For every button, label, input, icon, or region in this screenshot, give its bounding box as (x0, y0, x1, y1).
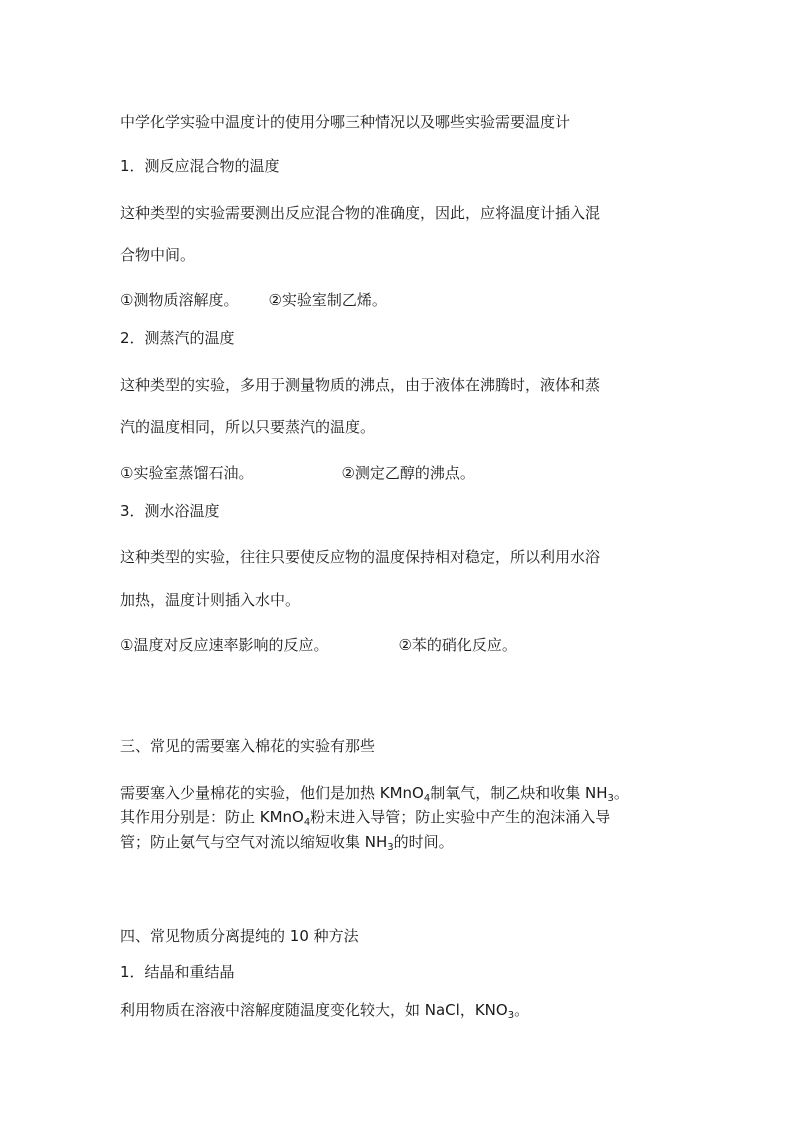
section-3-examples (120, 635, 517, 655)
section-3-example-1: ①温度对反应速率影响的反应。 (120, 636, 329, 654)
section-2-paragraph-line-2: 汽的温度相同，所以只要蒸汽的温度。 (120, 418, 376, 436)
section-3-heading: 3．测水浴温度 (120, 502, 220, 520)
section-3-paragraph-line-2: 加热，温度计则插入水中。 (120, 591, 301, 609)
section-2-example-1: ①实验室蒸馏石油。 (120, 464, 254, 482)
section-3-example-2: ②苯的硝化反应。 (398, 636, 517, 654)
cotton-paragraph-line-3: 管；防止氨气与空气对流以缩短收集 $NH_3$的时间。 (120, 833, 454, 853)
separation-subheading-1: 1．结晶和重结晶 (120, 963, 235, 981)
cotton-paragraph-line-2: 其作用分别是：防止 KMnO$_4$粉末进入导管；防止实验中产生的泡沫涌入导 (120, 808, 611, 828)
separation-paragraph-line-1: 利用物质在溶液中溶解度随温度变化较大，如 NaCl，$KNO_3$。 (120, 1001, 530, 1021)
section-2-heading: 2．测蒸汽的温度 (120, 329, 235, 347)
separation-section-heading: 四、常见物质分离提纯的 10 种方法 (120, 927, 359, 945)
document-title: 中学化学实验中温度计的使用分哪三种情况以及哪些实验需要温度计 (120, 113, 571, 131)
section-3-paragraph-line-1: 这种类型的实验，往往只要使反应物的温度保持相对稳定，所以利用水浴 (120, 548, 601, 566)
section-2-examples (120, 463, 475, 483)
section-1-example-1: ①测物质溶解度。 (120, 291, 239, 309)
cotton-section-heading: 三、常见的需要塞入棉花的实验有那些 (120, 737, 376, 755)
section-1-paragraph-line-1: 这种类型的实验需要测出反应混合物的准确度，因此，应将温度计插入混 (120, 204, 601, 222)
section-1-example-2: ②实验室制乙烯。 (268, 291, 387, 309)
section-1-heading: 1．测反应混合物的温度 (120, 157, 280, 175)
section-1-examples (120, 290, 387, 310)
section-2-paragraph-line-1: 这种类型的实验，多用于测量物质的沸点，由于液体在沸腾时，液体和蒸 (120, 376, 601, 394)
cotton-paragraph-line-1: 需要塞入少量棉花的实验，他们是加热 KMnO$_4$制氧气，制乙炔和收集 $NH_3$。 (120, 784, 629, 804)
section-1-paragraph-line-2: 合物中间。 (120, 246, 196, 264)
section-2-example-2: ②测定乙醇的沸点。 (341, 464, 475, 482)
